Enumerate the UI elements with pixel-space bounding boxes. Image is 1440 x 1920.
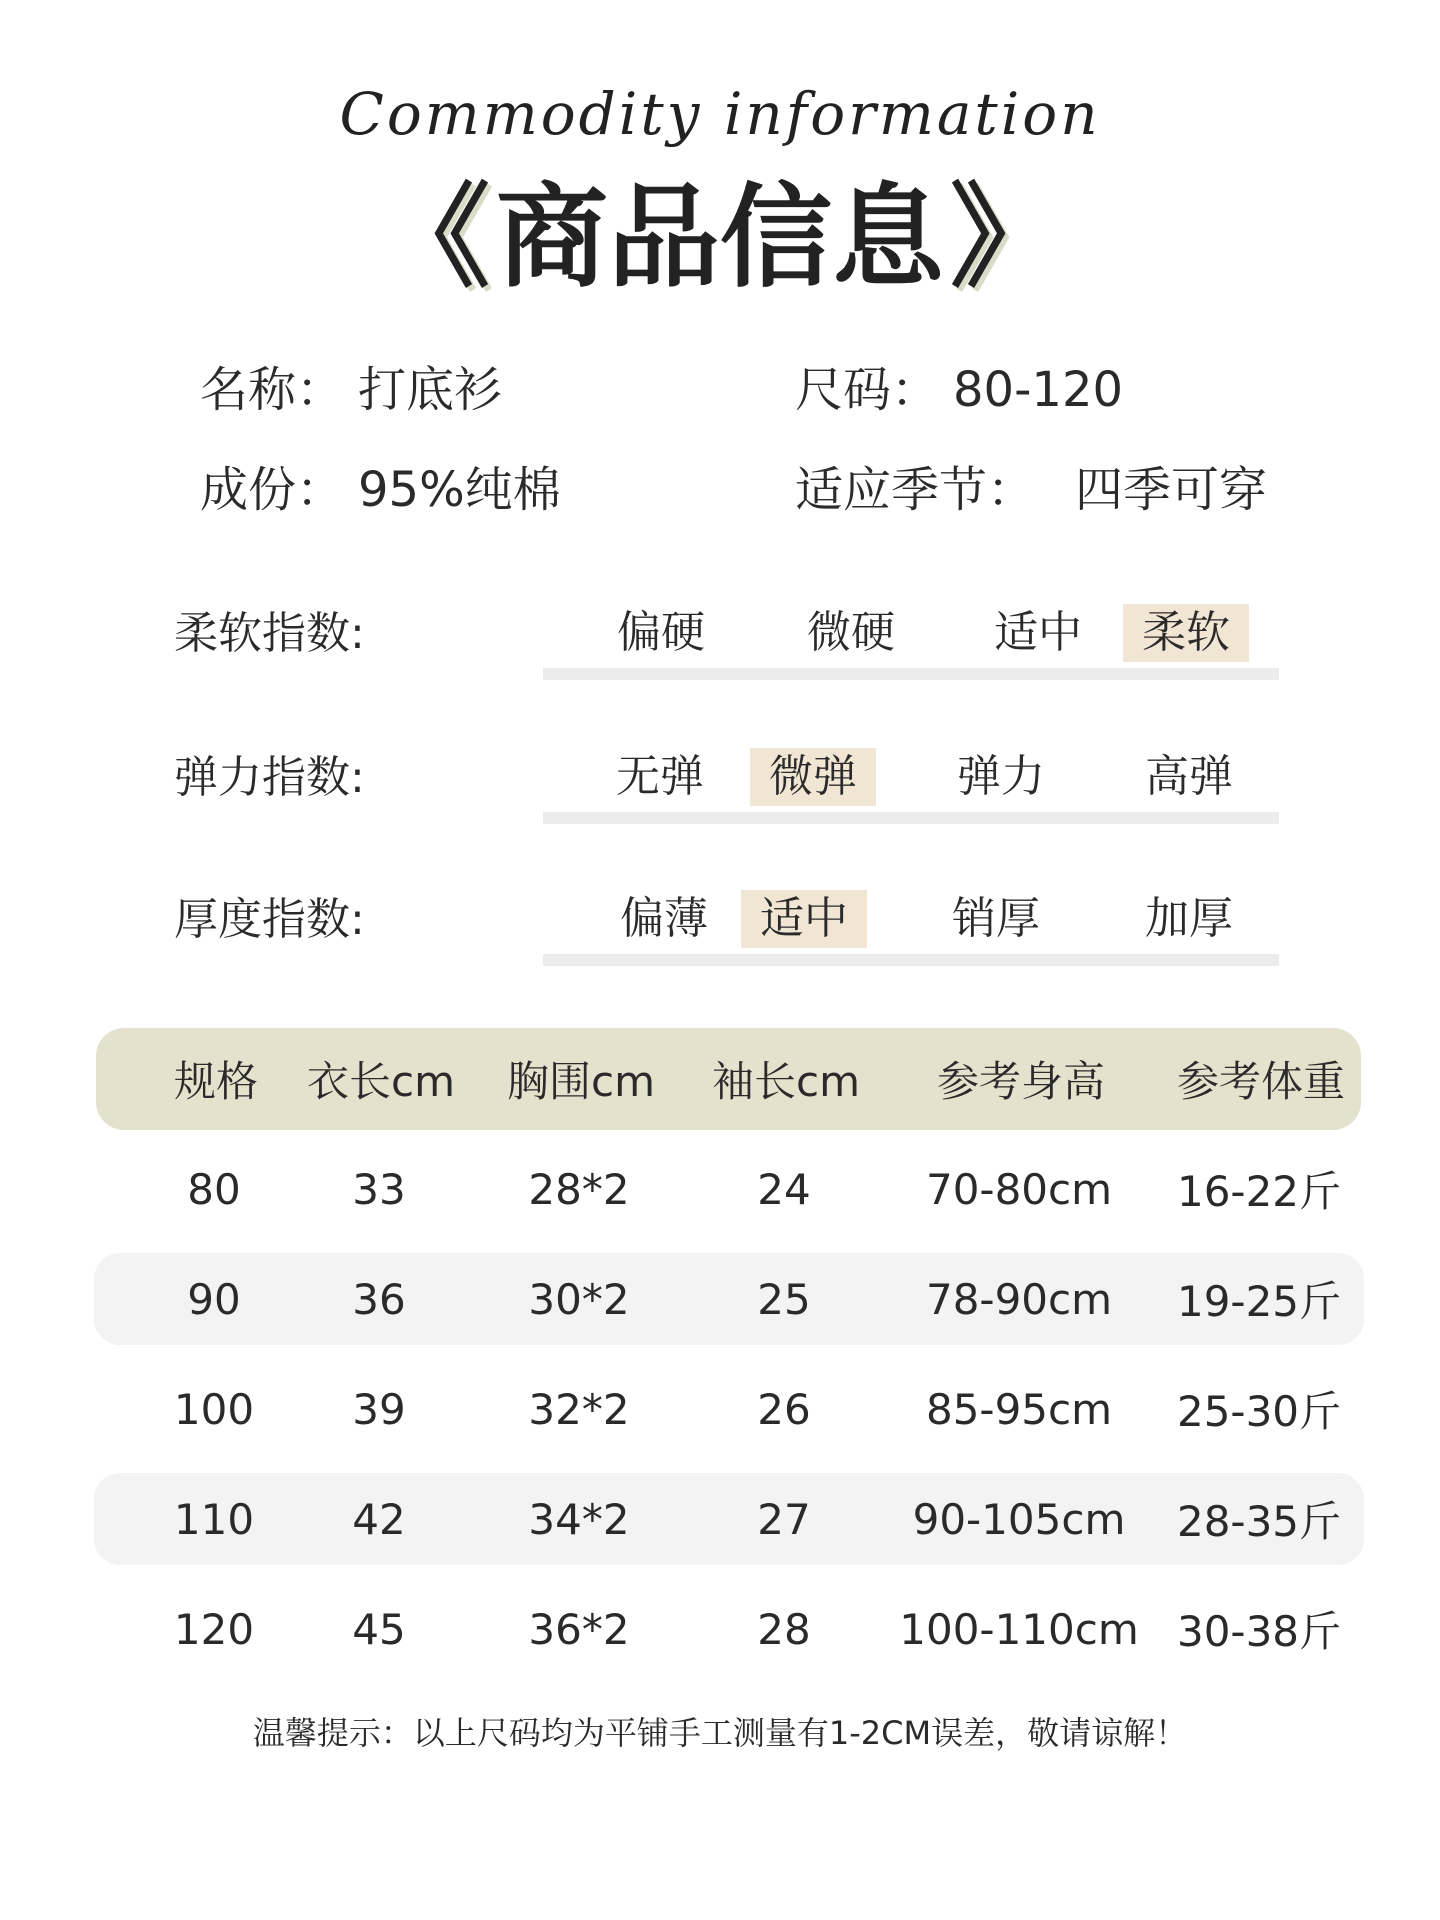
table-cell: 36 xyxy=(352,1274,406,1324)
table-row xyxy=(94,1363,1364,1455)
index-option: 无弹 xyxy=(616,751,704,802)
info-season-value: 四季可穿 xyxy=(1075,462,1268,518)
table-cell: 110 xyxy=(173,1494,255,1544)
info-name-label: 名称： xyxy=(200,362,345,418)
table-cell: 36*2 xyxy=(528,1604,630,1654)
info-size xyxy=(795,360,1123,420)
index-scale xyxy=(543,890,1279,966)
table-header-cell: 参考身高 xyxy=(936,1057,1105,1106)
table-cell: 33 xyxy=(352,1164,406,1214)
table-cell: 30*2 xyxy=(528,1274,630,1324)
table-cell: 25 xyxy=(757,1274,811,1324)
table-cell: 90-105cm xyxy=(912,1494,1126,1544)
info-size-label: 尺码： xyxy=(795,362,940,418)
info-name xyxy=(200,360,502,420)
title-text: 商品信息 xyxy=(496,173,944,303)
table-header-cell: 胸围cm xyxy=(506,1057,655,1106)
index-option-selected: 微弹 xyxy=(750,748,876,806)
page-subtitle: Commodity information xyxy=(339,80,1101,148)
index-label: 厚度指数: xyxy=(174,894,365,945)
index-label: 柔软指数: xyxy=(174,608,365,659)
table-cell: 120 xyxy=(173,1604,255,1654)
table-cell: 28*2 xyxy=(528,1164,630,1214)
index-option: 弹力 xyxy=(957,751,1045,802)
index-scale xyxy=(543,604,1279,680)
title-bracket-left: 《 xyxy=(378,173,490,303)
table-cell: 45 xyxy=(352,1604,406,1654)
index-option: 偏硬 xyxy=(617,607,705,658)
table-cell: 70-80cm xyxy=(925,1164,1113,1214)
table-header-cell: 衣长cm xyxy=(306,1057,455,1106)
table-cell: 85-95cm xyxy=(925,1384,1113,1434)
index-scale-bar xyxy=(543,812,1279,824)
info-name-value: 打底衫 xyxy=(358,362,503,418)
index-option: 适中 xyxy=(994,607,1082,658)
table-cell: 19-25斤 xyxy=(1176,1277,1342,1326)
table-cell: 16-22斤 xyxy=(1176,1167,1342,1216)
index-label: 弹力指数: xyxy=(174,752,365,803)
index-scale xyxy=(543,748,1279,824)
size-table-header xyxy=(96,1028,1361,1130)
table-cell: 39 xyxy=(352,1384,406,1434)
index-option: 微硬 xyxy=(807,607,895,658)
table-cell: 24 xyxy=(757,1164,811,1214)
table-row xyxy=(94,1143,1364,1235)
table-cell: 78-90cm xyxy=(925,1274,1113,1324)
table-cell: 28-35斤 xyxy=(1176,1497,1342,1546)
page-title xyxy=(0,168,1440,308)
info-size-value: 80-120 xyxy=(953,362,1124,418)
table-header-cell: 规格 xyxy=(173,1057,258,1106)
index-option: 加厚 xyxy=(1145,893,1233,944)
table-cell: 26 xyxy=(757,1384,811,1434)
index-scale-bar xyxy=(543,668,1279,680)
info-material xyxy=(200,460,561,520)
table-cell: 30-38斤 xyxy=(1176,1607,1342,1656)
index-option: 偏薄 xyxy=(620,893,708,944)
info-season-label: 适应季节： xyxy=(795,462,1036,518)
title-bracket-right: 》 xyxy=(950,173,1062,303)
table-header-cell: 参考体重 xyxy=(1176,1057,1345,1106)
footnote: 温馨提示：以上尺码均为平铺手工测量有1-2CM误差，敬请谅解！ xyxy=(252,1714,1188,1752)
index-option-selected: 适中 xyxy=(741,890,867,948)
table-cell: 25-30斤 xyxy=(1176,1387,1342,1436)
index-option: 高弹 xyxy=(1145,751,1233,802)
info-material-value: 95%纯棉 xyxy=(358,462,561,518)
table-cell: 100-110cm xyxy=(899,1604,1139,1654)
table-row xyxy=(94,1583,1364,1675)
table-row xyxy=(94,1253,1364,1345)
table-cell: 34*2 xyxy=(528,1494,630,1544)
table-cell: 100 xyxy=(173,1384,255,1434)
table-cell: 28 xyxy=(757,1604,811,1654)
table-cell: 90 xyxy=(187,1274,241,1324)
table-cell: 80 xyxy=(187,1164,241,1214)
table-row xyxy=(94,1473,1364,1565)
table-cell: 42 xyxy=(352,1494,406,1544)
info-season xyxy=(795,460,1267,520)
table-header-cell: 袖长cm xyxy=(711,1057,860,1106)
table-cell: 32*2 xyxy=(528,1384,630,1434)
index-scale-bar xyxy=(543,954,1279,966)
table-cell: 27 xyxy=(757,1494,811,1544)
index-option-selected: 柔软 xyxy=(1123,604,1249,662)
info-material-label: 成份： xyxy=(200,462,345,518)
index-option: 销厚 xyxy=(952,893,1040,944)
